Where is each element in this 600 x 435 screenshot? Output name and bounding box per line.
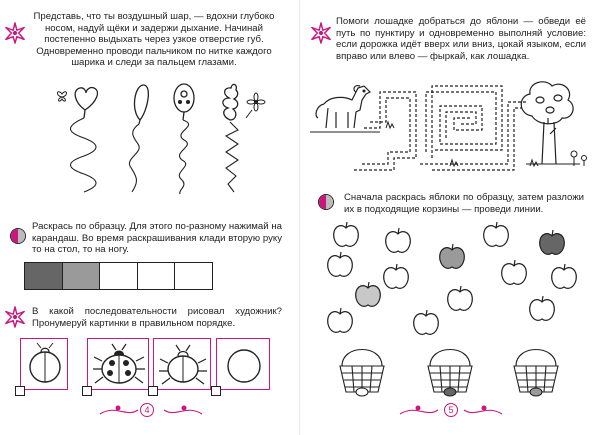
apple	[414, 310, 439, 334]
number-input-box[interactable]	[211, 386, 221, 396]
ladybug-legs-icon	[154, 339, 212, 391]
maze-path	[420, 102, 526, 164]
task2-instruction: Раскрась по образцу. Для этого по-разному нажимай на карандаш. Во время раскрашивания клади вторую руку то на стол, то на ногу.	[32, 221, 282, 256]
sequence-picture-2[interactable]	[87, 338, 149, 390]
star-icon	[4, 22, 26, 44]
shade-box[interactable]	[99, 262, 138, 290]
ladybug-outline-icon	[21, 339, 69, 391]
apples-group[interactable]	[300, 222, 600, 342]
apple	[328, 308, 353, 332]
sequence-picture-3[interactable]	[153, 338, 211, 390]
ladybug-full-icon	[88, 339, 150, 391]
maze-path	[446, 112, 476, 138]
basket	[428, 350, 472, 397]
flower-icon	[246, 93, 265, 118]
sequence-picture-1[interactable]	[20, 338, 68, 390]
ladybug-balloon	[174, 84, 194, 120]
apple	[334, 222, 359, 246]
shading-sample-row	[24, 262, 212, 290]
apple	[384, 264, 409, 288]
apple	[328, 252, 353, 276]
apple	[440, 244, 465, 268]
apple	[386, 228, 411, 252]
apple	[552, 264, 577, 288]
butterfly-icon	[57, 92, 66, 101]
heart-balloon	[75, 88, 97, 118]
shade-box[interactable]	[62, 262, 101, 290]
page-number: 4	[140, 403, 154, 417]
sequence-picture-4[interactable]	[216, 338, 270, 390]
apple	[356, 282, 381, 306]
string-long	[129, 124, 139, 192]
shade-box[interactable]	[24, 262, 63, 290]
shade-box[interactable]	[174, 262, 213, 290]
maze-path	[432, 86, 502, 158]
caterpillar-balloon	[223, 84, 238, 120]
shade-box[interactable]	[137, 262, 176, 290]
apple	[502, 260, 527, 284]
apple	[484, 222, 509, 246]
coloring-task-icon	[10, 228, 26, 244]
number-input-box[interactable]	[82, 386, 92, 396]
coloring-task-icon	[318, 194, 334, 210]
string-heart	[71, 118, 97, 192]
long-balloon	[134, 85, 148, 124]
circle-outline-icon	[217, 339, 271, 391]
apple-tree-icon	[521, 82, 573, 164]
string-caterpillar	[226, 122, 238, 192]
apple	[448, 286, 473, 310]
task1-instruction: Помоги лошадке добраться до яблони — обведи её путь по пунктиру и одновременно выполняй условие: если дорожка идёт вверх или вниз, цокай языком, если вправо или влево — фыркай, как лошадка.	[336, 16, 586, 62]
horse-maze-illustration[interactable]	[300, 78, 600, 178]
page-number: 5	[444, 403, 458, 417]
number-input-box[interactable]	[148, 386, 158, 396]
horse-icon	[316, 86, 370, 128]
number-input-box[interactable]	[15, 386, 25, 396]
task3-instruction: В какой последовательности рисовал художник? Пронумеруй картинки в правильном порядке.	[32, 306, 282, 329]
basket	[514, 350, 558, 397]
apple	[530, 296, 555, 320]
baskets-group[interactable]	[300, 346, 600, 400]
right-page	[300, 0, 600, 435]
maze-path	[426, 92, 496, 152]
apple	[540, 230, 565, 254]
star-icon	[310, 22, 332, 44]
balloons-illustration[interactable]	[0, 80, 300, 210]
string-ladybug	[179, 120, 188, 194]
basket	[340, 350, 384, 397]
task2-instruction: Сначала раскрась яблоки по образцу, затем разложи их в подходящие корзины — проведи линии.	[344, 192, 584, 215]
maze-path	[360, 98, 410, 164]
star-icon	[4, 306, 26, 328]
task1-instruction: Представь, что ты воздушный шар, — вдохни глубоко носом, надуй щёки и задержи дыхание. Начинай постепенно выдыхать через узкое отверстие губ. Одновременно проводи пальчиком по нитке каждого шарика и следи за пальцем глазами.	[33, 11, 275, 69]
